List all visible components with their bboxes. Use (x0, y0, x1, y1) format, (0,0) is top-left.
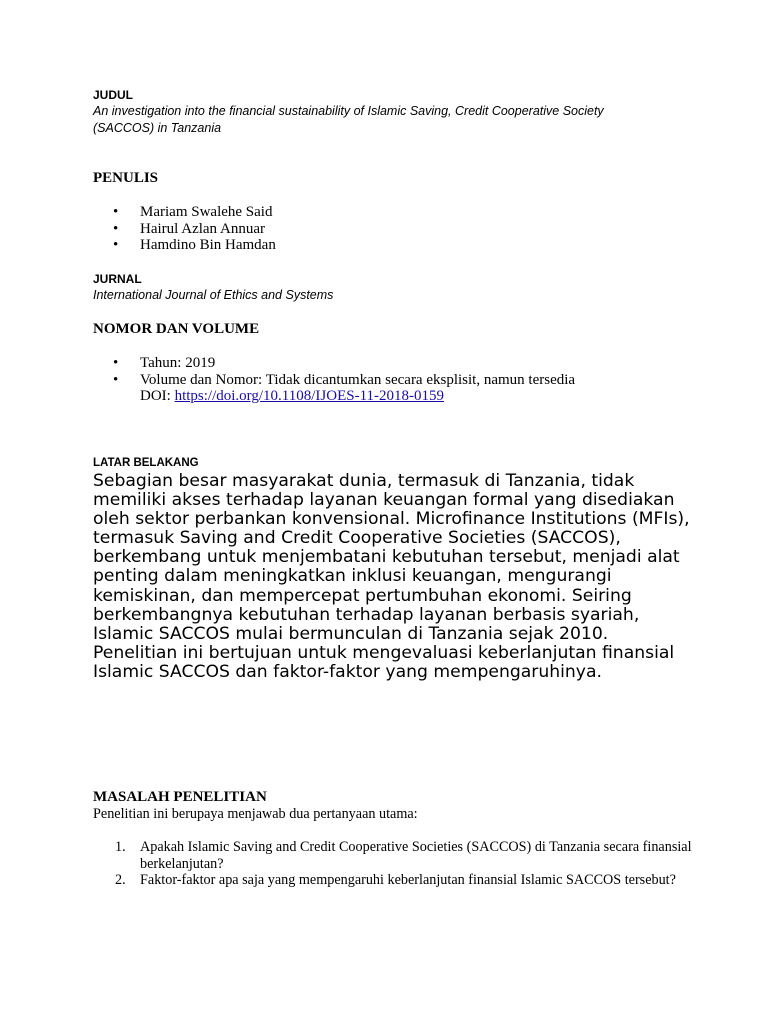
item-number: 1. (115, 839, 126, 855)
bullet-icon: • (113, 220, 119, 237)
list-item (93, 221, 276, 238)
masalah-intro: Penelitian ini berupaya menjawab dua pertanyaan utama: (93, 806, 418, 822)
item-number: 2. (115, 872, 126, 889)
bullet-icon: • (113, 204, 119, 220)
masalah-heading: MASALAH PENELITIAN (93, 789, 267, 805)
latar-belakang-paragraph: Sebagian besar masyarakat dunia, termasuk di Tanzania, tidak memiliki akses terhadap layanan keuangan formal yang disediakan oleh sektor perbankan konvensional. Microfinance Institutions (MFIs), termasuk Saving and Credit Cooperative Societies (SACCOS), berkembang untuk menjembatani kebutuhan tersebut, menjadi alat penting dalam meningkatkan inklusi keuangan, mengurangi kemiskinan, dan mempercepat pertumbuhan ekonomi. Seiring berkembangnya kebutuhan terhadap layanan berbasis syariah, Islamic SACCOS mulai bermunculan di Tanzania sejak 2010. Penelitian ini bertujuan untuk mengevaluasi keberlanjutan finansial Islamic SACCOS dan faktor-faktor yang mempengaruhinya. (93, 471, 690, 682)
question-text: Faktor-faktor apa saja yang mempengaruhi keberlanjutan finansial Islamic SACCOS tersebut? (140, 872, 676, 889)
paper-title: An investigation into the financial sustainability of Islamic Saving, Credit Cooperative Society (SACCOS) in Tanzania (93, 104, 604, 135)
bullet-icon: • (113, 355, 119, 371)
author-name: Hamdino Bin Hamdan (140, 237, 276, 254)
volume-list (93, 355, 653, 405)
penulis-heading: PENULIS (93, 170, 159, 186)
nomor-volume-heading: NOMOR DAN VOLUME (93, 321, 260, 337)
volume-text: Volume dan Nomor: Tidak dicantumkan secara eksplisit, namun tersedia (140, 371, 576, 388)
question-list (93, 839, 700, 889)
list-item (93, 372, 653, 405)
question-text: Apakah Islamic Saving and Credit Cooperative Societies (SACCOS) di Tanzania secara finansial berkelanjutan? (140, 839, 692, 872)
jurnal-label: JURNAL (93, 272, 142, 286)
list-item (93, 204, 276, 221)
author-name: Hairul Azlan Annuar (140, 220, 265, 237)
latar-belakang-label: LATAR BELAKANG (93, 457, 199, 469)
tahun-text: Tahun: 2019 (140, 355, 216, 371)
list-item (93, 237, 276, 254)
judul-label: JUDUL (93, 88, 134, 102)
list-item (93, 355, 653, 372)
list-item (93, 839, 700, 872)
journal-name: International Journal of Ethics and Systems (93, 288, 334, 302)
list-item (93, 872, 700, 889)
bullet-icon: • (113, 237, 119, 254)
author-name: Mariam Swalehe Said (140, 204, 273, 220)
author-list (93, 204, 276, 254)
doi-prefix: DOI: (140, 388, 175, 405)
bullet-icon: • (113, 371, 119, 388)
doi-link[interactable]: https://doi.org/10.1108/IJOES-11-2018-0159 (174, 388, 445, 405)
